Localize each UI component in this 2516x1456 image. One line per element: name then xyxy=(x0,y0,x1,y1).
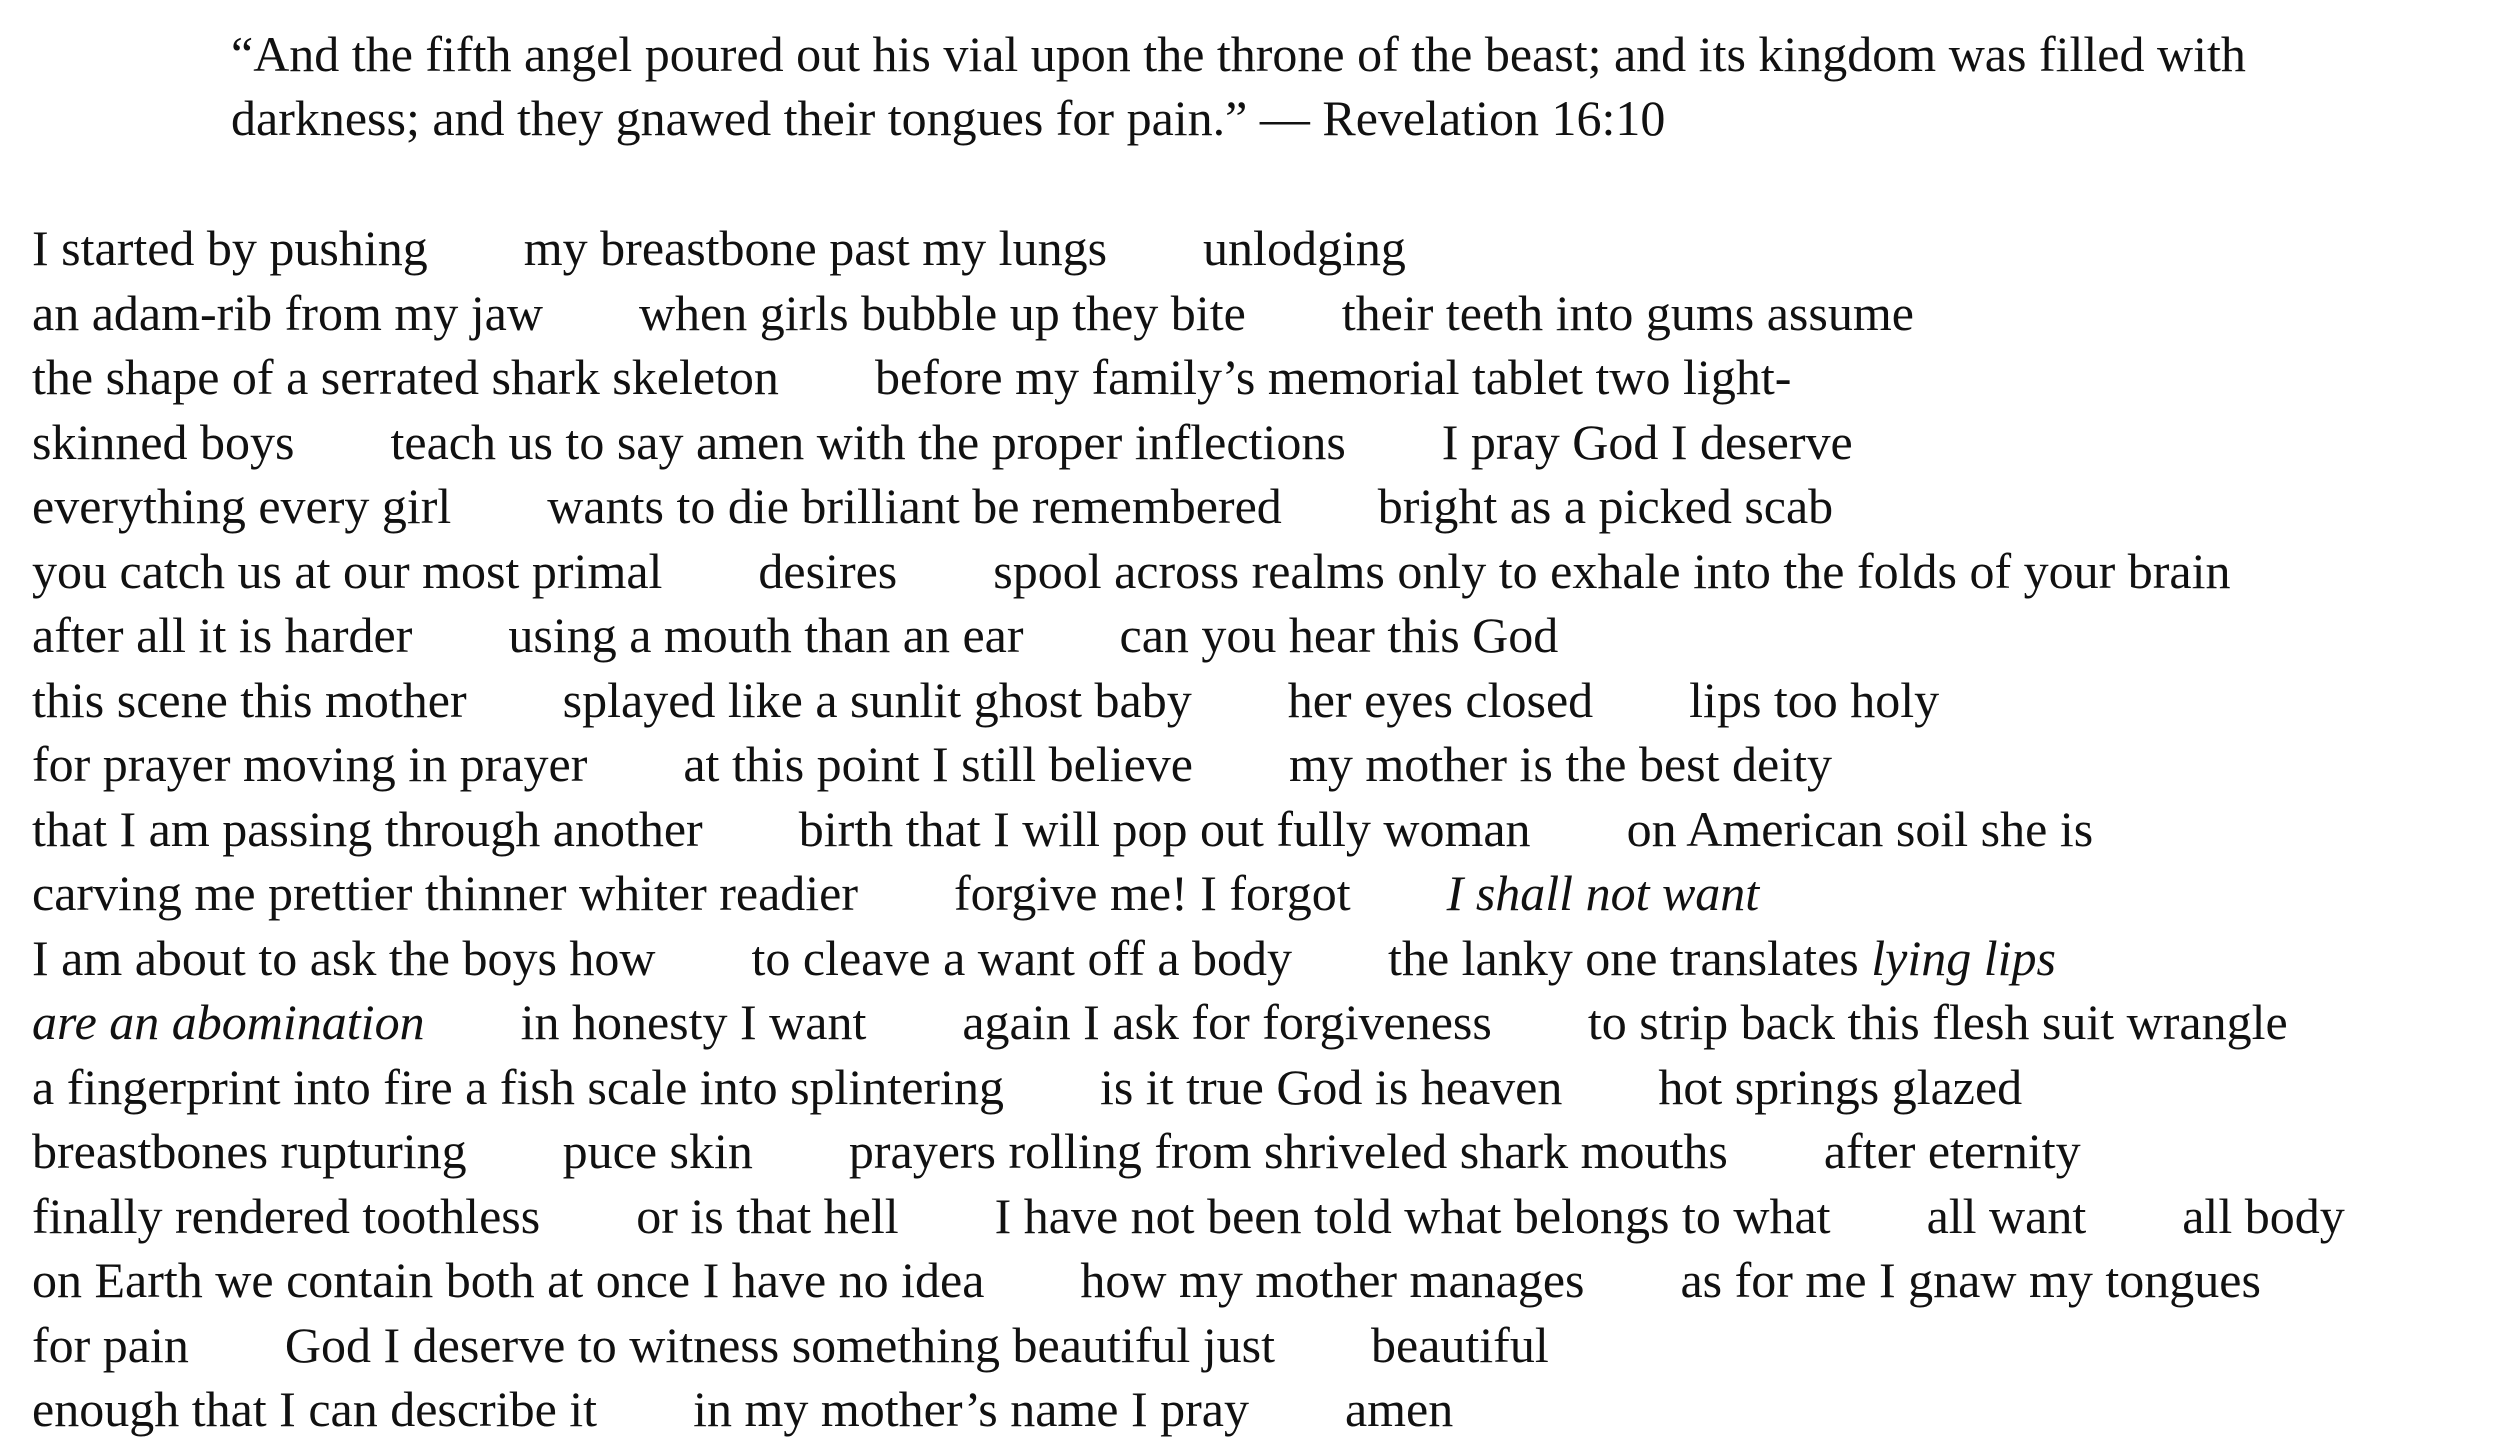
phrase: is it true God is heaven xyxy=(1099,1058,1563,1115)
phrase: in my mother’s name I pray xyxy=(693,1381,1249,1437)
phrase: an adam-rib from my jaw xyxy=(32,284,543,341)
poem-line xyxy=(32,474,2512,539)
poem-line xyxy=(32,1248,2512,1313)
phrase: carving me prettier thinner whiter readier xyxy=(32,865,859,921)
phrase: when girls bubble up they bite xyxy=(638,284,1246,341)
phrase: wants to die brilliant be remembered xyxy=(547,478,1282,534)
phrase: enough that I can describe it xyxy=(32,1381,598,1437)
italic-phrase: I shall not want xyxy=(1446,865,1760,921)
phrase: God I deserve to witness something beautiful just xyxy=(284,1316,1276,1373)
phrase: how my mother manages xyxy=(1080,1252,1585,1308)
poem-line xyxy=(32,1119,2512,1184)
poem-line xyxy=(32,1377,2512,1442)
phrase: finally rendered toothless xyxy=(32,1187,541,1244)
poem-line xyxy=(32,926,2512,991)
phrase: this scene this mother xyxy=(32,671,467,728)
epigraph-line: darkness; and they gnawed their tongues for pain.” — Revelation 16:10 xyxy=(231,90,1666,146)
phrase: spool across realms only to exhale into the folds of your brain xyxy=(993,542,2231,599)
phrase: desires xyxy=(758,542,898,599)
poem-line xyxy=(32,797,2512,862)
phrase: to strip back this flesh suit wrangle xyxy=(1587,994,2288,1050)
phrase: the shape of a serrated shark skeleton xyxy=(32,349,779,405)
poem-line xyxy=(32,732,2512,797)
phrase: I pray God I deserve xyxy=(1441,413,1853,470)
epigraph xyxy=(231,22,2481,150)
phrase: can you hear this God xyxy=(1119,607,1559,663)
phrase: skinned boys xyxy=(32,413,295,470)
poem-line xyxy=(32,345,2512,410)
phrase: breastbones rupturing xyxy=(32,1123,467,1179)
phrase: I have not been told what belongs to what xyxy=(994,1187,1831,1244)
poem-line xyxy=(32,216,2512,281)
phrase: for prayer moving in prayer xyxy=(32,736,588,792)
poem-body xyxy=(32,216,2512,1442)
phrase: after all it is harder xyxy=(32,607,413,663)
phrase: bright as a picked scab xyxy=(1377,478,1834,534)
poem-line xyxy=(32,281,2512,346)
phrase: on American soil she is xyxy=(1626,800,2094,857)
phrase: hot springs glazed xyxy=(1658,1058,2023,1115)
phrase: or is that hell xyxy=(636,1187,899,1244)
poem-line xyxy=(32,668,2512,733)
phrase: a fingerprint into fire a fish scale into splintering xyxy=(32,1058,1004,1115)
phrase: at this point I still believe xyxy=(683,736,1194,792)
phrase: birth that I will pop out fully woman xyxy=(798,800,1531,857)
phrase: again I ask for forgiveness xyxy=(962,994,1492,1050)
phrase: I am about to ask the boys how xyxy=(32,929,656,986)
poem-line xyxy=(32,1055,2512,1120)
poem-line xyxy=(32,1313,2512,1378)
phrase: unlodging xyxy=(1203,220,1406,276)
phrase: everything every girl xyxy=(32,478,452,534)
phrase: the lanky one translates xyxy=(1388,929,1872,986)
phrase: I started by pushing xyxy=(32,220,428,276)
phrase: puce skin xyxy=(562,1123,753,1179)
phrase: lips too holy xyxy=(1689,671,1940,728)
poem-line xyxy=(32,1184,2512,1249)
poem-line xyxy=(32,990,2512,1055)
phrase: as for me I gnaw my tongues xyxy=(1680,1252,2261,1308)
phrase: their teeth into gums assume xyxy=(1341,284,1914,341)
phrase: my breastbone past my lungs xyxy=(523,220,1108,276)
phrase: for pain xyxy=(32,1316,189,1373)
poem-line xyxy=(32,861,2512,926)
phrase: using a mouth than an ear xyxy=(508,607,1024,663)
phrase: before my family’s memorial tablet two light- xyxy=(874,349,1792,405)
phrase: you catch us at our most primal xyxy=(32,542,663,599)
phrase: all body xyxy=(2182,1187,2345,1244)
italic-phrase: are an abomination xyxy=(32,994,425,1050)
poem-line xyxy=(32,410,2512,475)
phrase: splayed like a sunlit ghost baby xyxy=(562,671,1192,728)
phrase: beautiful xyxy=(1371,1316,1549,1373)
poem-line xyxy=(32,539,2512,604)
phrase: prayers rolling from shriveled shark mouths xyxy=(848,1123,1728,1179)
phrase: teach us to say amen with the proper inflections xyxy=(390,413,1346,470)
phrase: in honesty I want xyxy=(520,994,867,1050)
phrase: my mother is the best deity xyxy=(1289,736,1832,792)
phrase: her eyes closed xyxy=(1287,671,1594,728)
phrase: forgive me! I forgot xyxy=(954,865,1351,921)
phrase: all want xyxy=(1926,1187,2087,1244)
phrase: that I am passing through another xyxy=(32,800,703,857)
phrase: on Earth we contain both at once I have no idea xyxy=(32,1252,985,1308)
italic-phrase: lying lips xyxy=(1871,929,2056,986)
phrase: to cleave a want off a body xyxy=(751,929,1293,986)
phrase: after eternity xyxy=(1823,1123,2081,1179)
poem-line xyxy=(32,603,2512,668)
phrase: amen xyxy=(1344,1381,1454,1437)
epigraph-line: “And the fifth angel poured out his vial upon the throne of the beast; and its kingdom was filled with xyxy=(231,26,2246,82)
